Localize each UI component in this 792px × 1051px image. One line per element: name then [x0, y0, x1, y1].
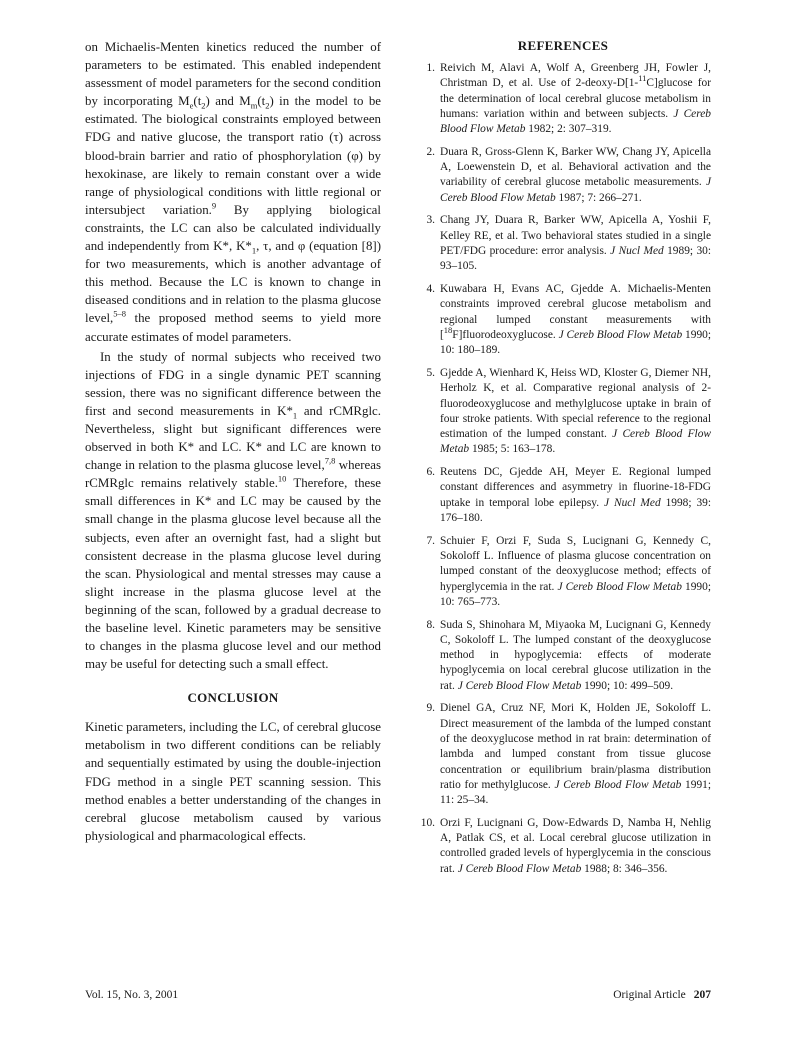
reference-number: 3. — [426, 214, 435, 227]
discussion-paragraph-1: on Michaelis-Menten kinetics reduced the number of parameters to be estimated. This enabled independent assessment of model parameters for the second condition by incorporating $M_e(t_2)$ and $M_m(t_2)$ in the model to be estimated. The biological constraints employed between FDG and native glucose, the transport ratio (τ) across blood-brain barrier and ratio of phosphorylation (φ) by hexokinase, are likely to remain constant over a wide range of physiological conditions with little regional or intersubject variation.$^9$ By applying biological constraints, the LC can also be calculated individually and independently from K*, $K*_1$, τ, and φ (equation [8]) for two measurements, which is another advantage of this method. Because the LC is known to change in diseased conditions and in relation to the plasma glucose level,$^{5-8}$ the proposed method seems to yield more accurate estimates of model parameters. — [85, 40, 381, 344]
footer-section — [589, 989, 711, 1001]
journal-name: J Cereb Blood Flow Metab — [554, 778, 682, 791]
references-heading: REFERENCES — [517, 38, 609, 53]
reference-text: Reivich M, Alavi A, Wolf A, Greenberg JH, Fowler J, Christman D, et al. Use of 2-deoxy-D[1-$^{11}$C]glucose for the determination of local cerebral glucose metabolism in humans: variation within and between subjects. J Cereb Blood Flow Metab 1982; 2: 307–319. — [440, 62, 711, 136]
journal-name: J Nucl Med — [610, 245, 664, 258]
reference-number: 1. — [426, 62, 435, 74]
discussion-paragraph-2: In the study of normal subjects who received two injections of FDG in a single dynamic PET scanning session, there was no significant difference between the first and second measurements in $K*_1$ and rCMRglc. Nevertheless, slight but significant differences were observed in both K* and LC. K* and LC are known to change in relation to the plasma glucose level,$^{7,8}$ whereas rCMRglc remains relatively stable.$^{10}$ Therefore, these small differences in K* and LC may be caused by the small change in the plasma glucose level because all the subjects, even after an overnight fast, had a slight but consistent decrease in the plasma glucose level during the scan. Physiological and mental stresses may cause a slight increase in the plasma glucose level at the beginning of the scan, followed by a gradual decrease to the baseline level. Kinetic parameters may be sensitive to changes in the plasma glucose level and our method may be useful for detecting such a small effect. — [85, 349, 382, 672]
journal-name: J Nucl Med — [604, 496, 661, 509]
reference-item — [415, 366, 711, 458]
reference-text: Schuier F, Orzi F, Suda S, Lucignani G, Kennedy C, Sokoloff L. Influence of plasma glucose concentration on lumped constant of the deoxyglucose method; effects of hyperglycemia in the rat. J Cereb Blood Flow Metab 1990; 10: 765–773. — [440, 534, 711, 608]
reference-item — [415, 145, 711, 206]
reference-text: Reutens DC, Gjedde AH, Meyer E. Regional lumped constant differences and asymmetry in fluorine-18-FDG uptake in temporal lobe epilepsy. J Nucl Med 1998; 39: 176–180. — [440, 466, 711, 524]
reference-item — [415, 282, 711, 358]
reference-item — [415, 61, 711, 137]
journal-name: J Cereb Blood Flow Metab — [557, 580, 682, 593]
journal-name: J Cereb Blood Flow Metab — [558, 328, 683, 341]
reference-number: 2. — [426, 145, 435, 158]
journal-name: J Cereb Blood Flow Metab — [440, 176, 711, 204]
reference-number: 8. — [426, 618, 435, 631]
reference-text: Duara R, Gross-Glenn K, Barker WW, Chang JY, Apicella A, Loewenstein D, et al. Behavioral activation and the variability of cerebral glucose metabolic measurements. J Cereb Blood Flow Metab 1987; 7: 266–271. — [440, 145, 711, 204]
journal-name: J Cereb Blood Flow Metab — [440, 428, 711, 456]
reference-number: 4. — [426, 283, 435, 296]
conclusion-heading: CONCLUSION — [187, 690, 279, 706]
reference-list — [415, 61, 711, 877]
footer-issue: Vol. 15, No. 3, 2001 — [85, 989, 179, 1001]
right-column — [415, 38, 711, 884]
reference-item — [415, 465, 711, 526]
reference-text: Chang JY, Duara R, Barker WW, Apicella A, Yoshii F, Kelley RE, et al. Two behavioral states studied in a single PET/FDG procedure: error analysis. J Nucl Med 1989; 30: 93–105. — [440, 214, 711, 273]
reference-number: 7. — [426, 534, 435, 547]
reference-number: 9. — [426, 702, 435, 715]
reference-text: Gjedde A, Wienhard K, Heiss WD, Kloster G, Diemer NH, Herholz K, et al. Comparative regional analysis of 2-fluorodeoxyglucose and methylglucose uptake in brain of four stroke patients. With special reference to the regional estimation of the lumped constant. J Cereb Blood Flow Metab 1985; 5: 163–178. — [440, 366, 711, 456]
reference-item — [415, 816, 711, 877]
reference-text: Dienel GA, Cruz NF, Mori K, Holden JE, Sokoloff L. Direct measurement of the lambda of the lumped constant of the deoxyglucose method in rat brain: determination of lambda and lumped constant from tissue glucose concentration or equilibrium brain/plasma distribution ratio for methylglucose. J Cereb Blood Flow Metab 1991; 11: 25–34. — [440, 702, 711, 807]
conclusion-paragraph: Kinetic parameters, including the LC, of cerebral glucose metabolism in two different conditions can be reliably and sequentially estimated by using the double-injection FDG method in a single PET scanning session. This method enables a better understanding of the changes in cerebral glucose metabolism caused by various physiological and pharmacological effects. — [85, 720, 382, 843]
page-number: 207 — [693, 989, 711, 1001]
reference-text: Orzi F, Lucignani G, Dow-Edwards D, Namba H, Nehlig A, Patlak CS, et al. Local cerebral glucose utilization in controlled graded levels of hyperglycemia in the conscious rat. J Cereb Blood Flow Metab 1988; 8: 346–356. — [440, 816, 711, 875]
journal-name: J Cereb Blood Flow Metab — [440, 107, 711, 136]
reference-text: Suda S, Shinohara M, Miyaoka M, Lucignani G, Kennedy C, Sokoloff L. The lumped constant of the deoxyglucose method in hypoglycemia: effects of moderate hypoglycemia on local cerebral glucose utilization in the rat. J Cereb Blood Flow Metab 1990; 10: 499–509. — [440, 618, 711, 692]
left-column — [85, 38, 381, 845]
journal-name: J Cereb Blood Flow Metab — [457, 679, 582, 692]
reference-text: Kuwabara H, Evans AC, Gjedde A. Michaelis-Menten constraints improved cerebral glucose metabolism and regional lumped constant measurements with [$^{18}$F]fluorodeoxyglucose. J Cereb Blood Flow Metab 1990; 10: 180–189. — [440, 283, 711, 357]
reference-item — [415, 701, 711, 808]
reference-item — [415, 534, 711, 610]
reference-item — [415, 213, 711, 274]
journal-name: J Cereb Blood Flow Metab — [457, 862, 582, 875]
reference-number: 5. — [426, 366, 435, 379]
footer-section-label: Original Article — [613, 989, 686, 1001]
reference-number: 6. — [426, 466, 435, 479]
reference-item — [415, 618, 711, 694]
reference-number: 10. — [420, 816, 435, 829]
